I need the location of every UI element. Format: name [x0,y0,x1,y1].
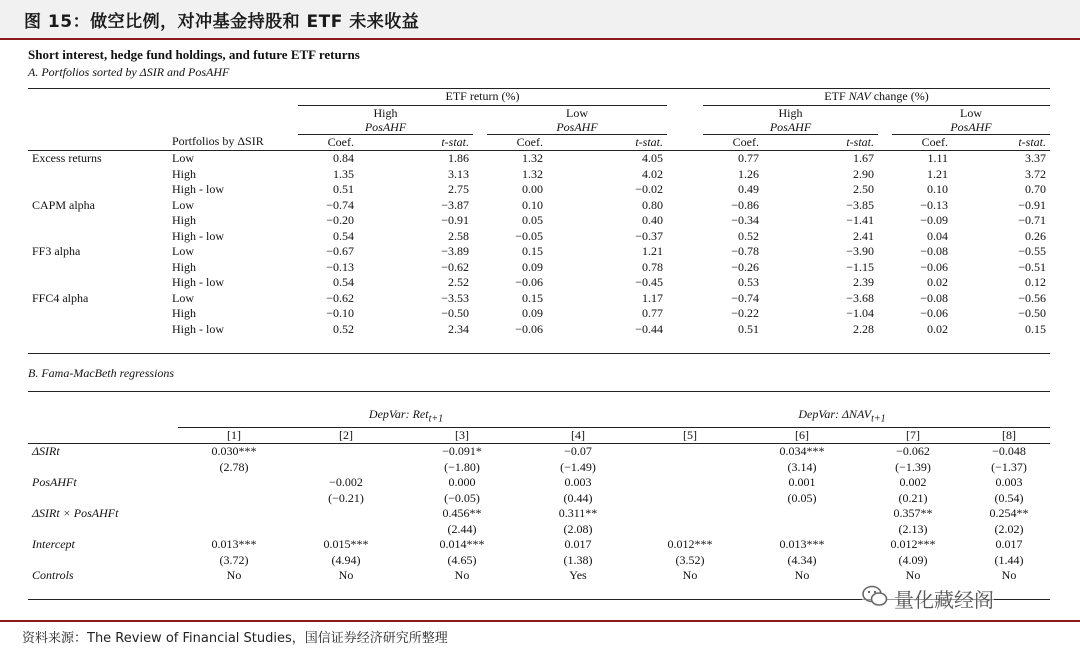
value-cell: 4.02 [642,166,663,181]
subgroup-low-1: Low PosAHF [487,105,667,134]
value-cell: 0.05 [522,213,543,227]
value-cell: 1.11 [927,151,948,165]
column-number: [5] [683,427,697,442]
value-cell: −3.53 [441,290,469,305]
row-label: FFC4 alpha [32,290,89,305]
value-cell: 0.00 [522,182,543,196]
coefficient-cell: (2.78) [219,459,249,474]
coefficient-cell [746,522,858,538]
row-label [28,275,168,291]
regression-row [28,475,1050,491]
value-cell: 2.58 [448,228,469,243]
regressor-label [28,460,178,476]
value-cell: −3.89 [441,244,469,258]
panel-a-table [28,88,1050,354]
portfolio-label: Low [172,197,194,212]
coefficient-cell: (2.02) [994,521,1024,536]
row-label: CAPM alpha [32,197,95,212]
table-row [28,151,1050,167]
coefficient-cell: 0.003 [995,475,1023,490]
value-cell: −0.02 [635,182,663,196]
row-label [28,322,168,338]
value-cell: 0.52 [738,228,759,243]
table-row [28,213,1050,229]
value-cell: 2.41 [853,228,874,243]
value-cell: 0.49 [738,182,759,196]
portfolio-label: Low [172,290,194,305]
coefficient-cell: −0.062 [896,444,930,459]
coefficient-cell: (2.44) [447,521,477,536]
value-cell: −0.62 [441,259,469,274]
coefficient-cell [634,460,746,476]
value-cell: 0.15 [1025,321,1046,336]
coefficient-cell: (−1.80) [444,459,480,474]
value-cell: 0.12 [1025,275,1046,289]
tstat-header: t-stat. [763,134,878,151]
etf-return-group: ETF return (%) [298,89,667,105]
coefficient-cell: No [794,568,810,583]
value-cell: 3.72 [1025,166,1046,181]
value-cell: −0.26 [731,259,759,274]
regressor-label [28,553,178,569]
table-row [28,322,1050,338]
value-cell: 1.67 [853,151,874,165]
value-cell: 0.51 [333,182,354,196]
value-cell: 0.15 [522,290,543,305]
coefficient-cell: (4.09) [898,552,928,567]
value-cell: −0.45 [635,275,663,289]
coefficient-cell: 0.002 [899,475,927,490]
row-label: FF3 alpha [32,244,81,258]
coefficient-cell: 0.034*** [779,444,825,459]
coefficient-cell: No [338,568,354,583]
coefficient-cell: (2.08) [563,521,593,536]
column-number: [7] [906,427,920,442]
coefficient-cell [178,522,290,538]
value-cell: −3.68 [846,290,874,305]
column-number: [2] [339,427,353,442]
coefficient-cell: 0.000 [448,475,476,490]
regression-row [28,460,1050,476]
coefficient-cell: −0.091* [442,444,482,459]
coefficient-cell [290,460,402,476]
coefficient-cell [290,444,402,460]
value-cell: 3.13 [448,166,469,181]
value-cell: −0.67 [326,244,354,258]
value-cell: −1.04 [846,306,874,320]
coefficient-cell: (0.54) [994,490,1024,505]
value-cell: −0.34 [731,213,759,227]
table-row [28,260,1050,276]
table-row [28,182,1050,198]
coefficient-cell: (−1.49) [560,459,596,474]
value-cell: −0.91 [441,213,469,227]
value-cell: 0.53 [738,275,759,289]
value-cell: 0.77 [642,306,663,320]
value-cell: −1.41 [846,213,874,227]
value-cell: −0.50 [1018,306,1046,320]
wechat-watermark [862,584,994,613]
value-cell: 1.26 [738,166,759,181]
tstat-header: t-stat. [952,134,1050,151]
value-cell: 2.34 [448,321,469,336]
depvar-ret-header: DepVar: Ret$_{t+1}$ [178,407,634,427]
coefficient-cell: No [1001,568,1017,583]
coefficient-cell: Yes [569,568,587,583]
table-row [28,229,1050,245]
value-cell: 1.86 [448,151,469,165]
portfolio-label: Low [172,244,194,258]
coefficient-cell: (3.72) [219,552,249,567]
coef-header: Coef. [487,134,547,151]
value-cell: −0.86 [731,197,759,212]
value-cell: −0.06 [515,275,543,289]
row-label: Excess returns [32,151,102,165]
value-cell: 0.04 [927,228,948,243]
value-cell: 0.51 [738,321,759,336]
coefficient-cell: (3.14) [787,459,817,474]
coef-header: Coef. [703,134,763,151]
subgroup-low-2: Low PosAHF [892,105,1050,134]
value-cell: −0.74 [731,290,759,305]
coefficient-cell: (2.13) [898,521,928,536]
column-number: [4] [571,427,585,442]
coefficient-cell: −0.07 [564,444,592,459]
value-cell: −0.08 [920,244,948,258]
coefficient-cell: (4.65) [447,552,477,567]
coefficient-cell: 0.030*** [211,444,257,459]
regression-row [28,444,1050,460]
value-cell: 0.09 [522,259,543,274]
value-cell: 3.37 [1025,151,1046,165]
value-cell: 0.10 [927,182,948,196]
etf-nav-group: ETF NAV change (%) [703,89,1050,105]
table-row [28,244,1050,260]
value-cell: 4.05 [642,151,663,165]
coefficient-cell: (1.38) [563,552,593,567]
regressor-label [28,491,178,507]
depvar-nav-header: DepVar: $\Delta NAV_{t+1}$ [634,407,1050,427]
panel-b-table [28,391,1050,601]
value-cell: −0.06 [920,306,948,320]
coefficient-cell: 0.017 [995,537,1023,552]
value-cell: 2.90 [853,166,874,181]
value-cell: −3.87 [441,197,469,212]
coefficient-cell: 0.001 [788,475,816,490]
panel-b-title: B. Fama-MacBeth regressions [28,365,175,380]
value-cell: 0.09 [522,306,543,320]
value-cell: 2.75 [448,182,469,196]
value-cell: −0.56 [1018,290,1046,305]
regression-row [28,537,1050,553]
coefficient-cell [634,491,746,507]
coefficient-cell: 0.014*** [439,537,485,552]
coefficient-cell: (−1.37) [991,459,1027,474]
row-label [28,260,168,276]
coefficient-cell: 0.017 [564,537,592,552]
value-cell: 1.32 [522,151,543,165]
regressor-label: Intercept [32,537,75,552]
row-label [28,182,168,198]
coefficient-cell: (−1.39) [895,459,931,474]
value-cell: −3.90 [846,244,874,258]
wechat-icon [862,585,888,612]
coefficient-cell: 0.254** [989,506,1029,521]
value-cell: 0.77 [738,151,759,165]
coefficient-cell: (0.44) [563,490,593,505]
column-number: [8] [1002,427,1016,442]
coef-header: Coef. [892,134,952,151]
value-cell: 0.40 [642,213,663,227]
table-row [28,198,1050,214]
value-cell: 1.32 [522,166,543,181]
coefficient-cell: 0.012*** [667,537,713,552]
subgroup-high-2: High PosAHF [703,105,878,134]
value-cell: −0.13 [920,197,948,212]
value-cell: −0.08 [920,290,948,305]
coefficient-cell [178,506,290,522]
coefficient-cell: No [454,568,470,583]
portfolio-column-header: Portfolios by ΔSIR [168,134,298,151]
table-row [28,291,1050,307]
coefficient-cell: (4.34) [787,552,817,567]
coefficient-cell: 0.013*** [779,537,825,552]
portfolio-label: High - low [172,275,224,289]
paper-excerpt [28,44,1052,600]
value-cell: −0.51 [1018,259,1046,274]
value-cell: 1.17 [642,290,663,305]
column-number: [1] [227,427,241,442]
table-row [28,275,1050,291]
coefficient-cell: (3.52) [675,552,705,567]
coefficient-cell [746,506,858,522]
row-label [28,213,168,229]
coefficient-cell [178,475,290,491]
coefficient-cell: −0.002 [329,475,363,490]
tstat-header: t-stat. [547,134,667,151]
value-cell: 0.84 [333,151,354,165]
source-note: 资料来源：The Review of Financial Studies，国信证券经济研究所整理 [22,630,448,646]
value-cell: 0.10 [522,197,543,212]
coefficient-cell: 0.013*** [211,537,257,552]
value-cell: 2.52 [448,275,469,289]
value-cell: 0.70 [1025,182,1046,196]
coefficient-cell: 0.311** [558,506,598,521]
column-number: [6] [795,427,809,442]
value-cell: 0.78 [642,259,663,274]
coefficient-cell: 0.456** [442,506,482,521]
coefficient-cell: No [682,568,698,583]
tstat-header: t-stat. [358,134,473,151]
value-cell: 0.26 [1025,228,1046,243]
coefficient-cell: 0.015*** [323,537,369,552]
coefficient-cell [178,491,290,507]
paper-title: Short interest, hedge fund holdings, and future ETF returns [28,47,360,62]
portfolio-label: Low [172,151,194,165]
coefficient-cell: (4.94) [331,552,361,567]
value-cell: 2.39 [853,275,874,289]
value-cell: −3.85 [846,197,874,212]
value-cell: −0.44 [635,321,663,336]
portfolio-label: High [172,306,196,320]
table-row [28,306,1050,322]
value-cell: −1.15 [846,259,874,274]
value-cell: 1.21 [642,244,663,258]
value-cell: −0.62 [326,290,354,305]
portfolio-label: High - low [172,228,224,243]
value-cell: 0.52 [333,321,354,336]
coefficient-cell: 0.012*** [890,537,936,552]
coefficient-cell: 0.357** [893,506,933,521]
coefficient-cell: No [905,568,921,583]
coefficient-cell: (1.44) [994,552,1024,567]
regression-row [28,568,1050,584]
value-cell: −0.78 [731,244,759,258]
value-cell: −0.06 [515,321,543,336]
coefficient-cell [290,506,402,522]
value-cell: 0.02 [927,321,948,336]
value-cell: 0.54 [333,228,354,243]
value-cell: 0.15 [522,244,543,258]
watermark-text: 量化藏经阁 [894,588,994,612]
footer [0,620,1080,650]
value-cell: −0.09 [920,213,948,227]
value-cell: −0.55 [1018,244,1046,258]
portfolio-label: High [172,166,196,181]
regressor-label [28,522,178,538]
value-cell: −0.71 [1018,213,1046,227]
row-label [28,306,168,322]
coefficient-cell: No [226,568,242,583]
coefficient-cell: 0.003 [564,475,592,490]
coefficient-cell [634,506,746,522]
value-cell: 2.50 [853,182,874,196]
regression-row [28,506,1050,522]
regression-row [28,491,1050,507]
portfolio-label: High [172,213,196,227]
value-cell: 1.35 [333,166,354,181]
value-cell: 1.21 [927,166,948,181]
coefficient-cell: −0.048 [992,444,1026,459]
panel-a-title: A. Portfolios sorted by ΔSIR and PosAHF [28,65,230,79]
regressor-label: ΔSIRt [32,444,60,459]
regressor-label: ΔSIRt × PosAHFt [32,506,119,521]
value-cell: 0.54 [333,275,354,289]
coef-header: Coef. [298,134,358,151]
coefficient-cell [634,522,746,538]
coefficient-cell: (−0.05) [444,490,480,505]
figure-title: 图 15：做空比例，对冲基金持股和 ETF 未来收益 [24,11,420,32]
subgroup-high-1: High PosAHF [298,105,473,134]
coefficient-cell: (0.21) [898,490,928,505]
coefficient-cell [634,444,746,460]
column-number: [3] [455,427,469,442]
value-cell: −0.74 [326,197,354,212]
portfolio-label: High - low [172,321,224,336]
regressor-label: PosAHFt [32,475,77,490]
regressor-label: Controls [32,568,74,583]
value-cell: −0.10 [326,306,354,320]
coefficient-cell: (0.05) [787,490,817,505]
regression-row [28,553,1050,569]
regression-row [28,522,1050,538]
portfolio-label: High [172,259,196,274]
value-cell: −0.50 [441,306,469,320]
value-cell: −0.05 [515,228,543,243]
row-label [28,167,168,183]
value-cell: −0.22 [731,306,759,320]
portfolio-label: High - low [172,182,224,196]
value-cell: −0.91 [1018,197,1046,212]
coefficient-cell: (−0.21) [328,490,364,505]
value-cell: −0.06 [920,259,948,274]
row-label [28,229,168,245]
value-cell: 0.80 [642,197,663,212]
coefficient-cell [634,475,746,491]
value-cell: 2.28 [853,321,874,336]
table-row [28,167,1050,183]
value-cell: −0.20 [326,213,354,227]
value-cell: 0.02 [927,275,948,289]
value-cell: −0.13 [326,259,354,274]
value-cell: −0.37 [635,228,663,243]
coefficient-cell [290,522,402,538]
figure-header [0,0,1080,40]
